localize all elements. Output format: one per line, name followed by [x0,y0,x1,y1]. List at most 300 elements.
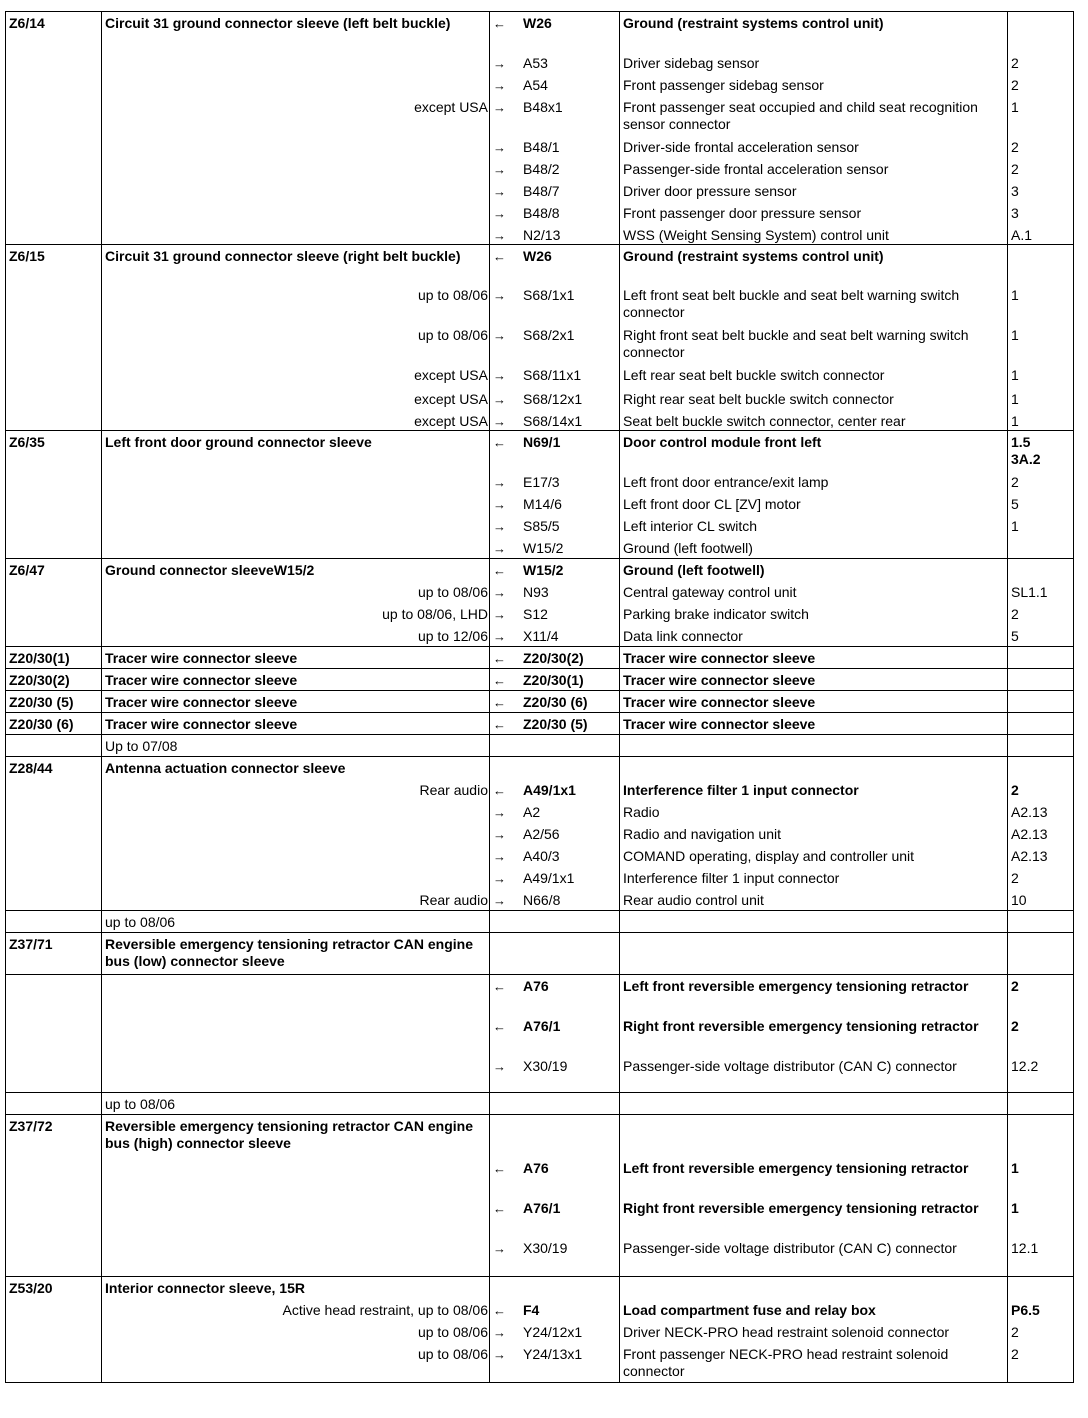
diagram-reference: 3 [1008,202,1074,224]
connector-code: E17/3 [523,473,560,490]
diagram-reference: P6.5 [1008,1299,1074,1321]
connection-cell [490,12,620,52]
diagram-reference [1008,933,1074,975]
arrow-right-icon: → [493,474,506,490]
connection-cell [490,1157,620,1197]
component-id [6,1055,102,1093]
component-id: Z20/30 (5) [6,691,102,713]
table-row [6,364,1074,388]
component-id [6,625,102,647]
target-description: Left front reversible emergency tensioning retractor [620,975,1008,1015]
connector-code: W15/2 [523,539,564,556]
component-cell [102,364,490,388]
connection-cell [490,180,620,202]
table-row [6,845,1074,867]
diagram-reference: 2 [1008,1321,1074,1343]
target-description: Left front seat belt buckle and seat belt warning switch connector [620,284,1008,324]
component-cell [102,180,490,202]
table-row [6,202,1074,224]
connector-code: B48x1 [523,98,563,115]
target-description: Tracer wire connector sleeve [620,669,1008,691]
component-cell [102,713,490,735]
diagram-reference: SL1.1 [1008,581,1074,603]
target-description: Interference filter 1 input connector [620,779,1008,801]
component-cell [102,537,490,559]
connection-cell [490,136,620,158]
component-id [6,364,102,388]
connection-cell [490,158,620,180]
arrow-right-icon: → [493,584,506,600]
connection-cell [490,1277,620,1299]
table-row [6,1197,1074,1237]
component-id [6,801,102,823]
arrow-right-icon: → [493,392,506,407]
connection-cell [490,96,620,136]
target-description: Door control module front left [620,431,1008,471]
diagram-reference: 1 [1008,388,1074,410]
connection-cell [490,1055,620,1093]
target-description: Seat belt buckle switch connector, center rear [620,410,1008,431]
connection-cell [490,713,620,735]
arrow-left-icon: ← [493,717,506,732]
connection-cell [490,581,620,603]
component-cell [102,96,490,136]
arrow-left-icon: ← [493,248,506,264]
table-row [6,284,1074,324]
connector-code: A49/1x1 [523,869,575,886]
table-row [6,933,1074,975]
component-cell [102,933,490,975]
connection-cell [490,823,620,845]
condition: up to 08/06 [417,1323,488,1340]
connector-code: A76 [523,978,549,994]
target-description [620,911,1008,933]
connection-cell [490,691,620,713]
arrow-left-icon: ← [493,673,506,688]
target-description: Front passenger NECK-PRO head restraint solenoid connector [620,1343,1008,1383]
arrow-left-icon: ← [493,435,506,450]
connection-cell [490,364,620,388]
arrow-right-icon: → [493,328,506,343]
target-description: WSS (Weight Sensing System) control unit [620,224,1008,245]
connection-cell [490,388,620,410]
arrow-right-icon: → [493,99,506,115]
component-cell [102,735,490,757]
target-description [620,933,1008,975]
table-row [6,1157,1074,1197]
component-id: Z20/30(2) [6,669,102,691]
component-id: Z6/35 [6,431,102,471]
component-cell [102,1277,490,1299]
condition: Rear audio [419,891,488,908]
connection-cell [490,669,620,691]
diagram-reference: 2 [1008,867,1074,889]
component-id: Z53/20 [6,1277,102,1299]
connection-cell [490,625,620,647]
diagram-reference [1008,1277,1074,1299]
target-description: Ground (restraint systems control unit) [620,12,1008,52]
diagram-reference: 2 [1008,603,1074,625]
condition: Rear audio [419,781,488,798]
component-cell [102,867,490,889]
table-row [6,224,1074,245]
component-cell [102,1055,490,1093]
condition: up to 08/06 [417,583,488,600]
table-row [6,581,1074,603]
diagram-reference: 2 [1008,1343,1074,1383]
component-cell [102,669,490,691]
component-cell [102,202,490,224]
connector-code: Z20/30 (5) [523,716,588,732]
table-row [6,779,1074,801]
connector-code: X30/19 [523,1239,568,1256]
component-id [6,779,102,801]
diagram-reference: 2 [1008,975,1074,1015]
connection-cell [490,933,620,975]
arrow-right-icon: → [493,628,506,644]
target-description: Passenger-side voltage distributor (CAN C) connector [620,1237,1008,1277]
connection-cell [490,1093,620,1115]
component-id [6,867,102,889]
table-row [6,975,1074,1015]
arrow-left-icon: ← [493,1018,506,1034]
connector-code: S85/5 [523,517,560,534]
table-row [6,410,1074,431]
table-row [6,493,1074,515]
component-cell [102,911,490,933]
table-row [6,12,1074,52]
target-description: Left front door CL [ZV] motor [620,493,1008,515]
connection-cell [490,431,620,471]
target-description: Driver door pressure sensor [620,180,1008,202]
target-description: Driver-side frontal acceleration sensor [620,136,1008,158]
connector-code: B48/7 [523,182,560,199]
target-description: Interference filter 1 input connector [620,867,1008,889]
table-row [6,537,1074,559]
component-id [6,158,102,180]
condition: except USA [414,367,488,383]
connector-code: N69/1 [523,434,561,450]
arrow-right-icon: → [493,540,506,556]
component-id [6,911,102,933]
arrow-right-icon: → [493,139,506,155]
component-cell [102,1015,490,1055]
connector-code: Y24/13x1 [523,1345,583,1362]
target-description: Tracer wire connector sleeve [620,647,1008,669]
component-id [6,581,102,603]
connection-cell [490,515,620,537]
component-cell [102,779,490,801]
component-id [6,889,102,911]
connector-code: N66/8 [523,891,561,908]
component-id: Z28/44 [6,757,102,779]
component-description: Tracer wire connector sleeve [105,694,298,710]
component-cell [102,431,490,471]
condition: Active head restraint, up to 08/06 [282,1301,488,1318]
arrow-right-icon: → [493,848,506,864]
table-row [6,1299,1074,1321]
arrow-right-icon: → [493,606,506,622]
component-cell [102,581,490,603]
component-cell [102,136,490,158]
connector-code: S68/2x1 [523,327,575,343]
diagram-reference [1008,12,1074,52]
component-id [6,96,102,136]
connector-code: X11/4 [523,627,559,644]
arrow-left-icon: ← [493,16,506,31]
table-row [6,1015,1074,1055]
table-row [6,158,1074,180]
diagram-reference: A2.13 [1008,801,1074,823]
connector-code: A76/1 [523,1199,561,1216]
target-description: Radio [620,801,1008,823]
component-id [6,1343,102,1383]
diagram-reference [1008,757,1074,779]
component-id: Z6/14 [6,12,102,52]
component-id [6,471,102,493]
component-id: Z37/72 [6,1115,102,1157]
target-description: Load compartment fuse and relay box [620,1299,1008,1321]
component-id [6,74,102,96]
component-id [6,52,102,74]
connection-cell [490,1343,620,1383]
diagram-reference [1008,1093,1074,1115]
component-cell [102,52,490,74]
table-row [6,823,1074,845]
component-id [6,180,102,202]
component-id: Z6/47 [6,559,102,581]
connection-cell [490,757,620,779]
component-id [6,975,102,1015]
diagram-reference: 1 [1008,1157,1074,1197]
component-cell [102,493,490,515]
target-description: Left front reversible emergency tensioning retractor [620,1157,1008,1197]
component-id: Z20/30(1) [6,647,102,669]
diagram-reference [1008,647,1074,669]
table-row [6,515,1074,537]
table-row [6,713,1074,735]
connection-cell [490,1299,620,1321]
diagram-reference: 2 [1008,779,1074,801]
connection-cell [490,911,620,933]
arrow-left-icon: ← [493,695,506,710]
component-description: Antenna actuation connector sleeve [105,760,346,776]
connection-cell [490,1197,620,1237]
diagram-reference: 5 [1008,493,1074,515]
diagram-reference: 1 [1008,515,1074,537]
target-description: Rear audio control unit [620,889,1008,911]
connection-cell [490,324,620,364]
component-cell [102,1115,490,1157]
validity-note: up to 08/06 [105,1096,176,1112]
component-description: Reversible emergency tensioning retractor CAN engine bus (low) connector sleeve [105,936,473,969]
condition: except USA [414,391,488,407]
connector-code: B48/1 [523,138,560,155]
component-id [6,735,102,757]
table-row [6,625,1074,647]
connector-code: X30/19 [523,1057,568,1074]
target-description: Radio and navigation unit [620,823,1008,845]
component-id [6,1093,102,1115]
component-id [6,136,102,158]
component-cell [102,515,490,537]
condition: up to 08/06, LHD [382,605,488,622]
table-row [6,1055,1074,1093]
connection-cell [490,1115,620,1157]
connection-cell [490,284,620,324]
connector-code: S68/12x1 [523,391,583,407]
table-row [6,52,1074,74]
component-description: Ground connector sleeveW15/2 [105,562,315,578]
connector-code: Z20/30(2) [523,650,584,666]
component-id [6,324,102,364]
diagram-reference [1008,691,1074,713]
table-row [6,1277,1074,1299]
component-cell [102,74,490,96]
arrow-right-icon: → [493,161,506,177]
connector-code: A49/1x1 [523,781,576,798]
connection-cell [490,202,620,224]
table-row [6,1237,1074,1277]
connector-code: Z20/30 (6) [523,694,588,710]
component-cell [102,244,490,284]
connector-code: S12 [523,605,548,622]
component-id [6,388,102,410]
component-cell [102,1197,490,1237]
component-cell [102,889,490,911]
component-cell [102,1157,490,1197]
diagram-reference: 10 [1008,889,1074,911]
target-description [620,757,1008,779]
table-row [6,431,1074,471]
component-id: Z6/15 [6,244,102,284]
diagram-reference: 2 [1008,136,1074,158]
condition: except USA [414,413,488,429]
diagram-reference: A.1 [1008,224,1074,245]
component-cell [102,324,490,364]
arrow-right-icon: → [493,1240,506,1256]
arrow-right-icon: → [493,1324,506,1340]
arrow-right-icon: → [493,804,506,820]
arrow-left-icon: ← [493,1200,506,1216]
component-id [6,845,102,867]
table-row [6,324,1074,364]
connection-cell [490,1015,620,1055]
component-id [6,202,102,224]
connection-cell [490,647,620,669]
target-description: Front passenger seat occupied and child seat recognition sensor connector [620,96,1008,136]
table-row [6,1093,1074,1115]
component-cell [102,845,490,867]
target-description: Ground (left footwell) [620,559,1008,581]
connection-cell [490,559,620,581]
arrow-right-icon: → [493,870,506,886]
diagram-reference [1008,713,1074,735]
arrow-left-icon: ← [493,979,506,994]
table-row [6,1115,1074,1157]
arrow-right-icon: → [493,183,506,199]
component-cell [102,823,490,845]
connection-cell [490,1321,620,1343]
connector-code: N93 [523,583,549,600]
arrow-right-icon: → [493,892,506,908]
table-row [6,669,1074,691]
diagram-reference: 1 [1008,1197,1074,1237]
diagram-reference: 12.1 [1008,1237,1074,1277]
connection-cell [490,975,620,1015]
arrow-right-icon: → [493,496,506,512]
target-description: Driver NECK-PRO head restraint solenoid connector [620,1321,1008,1343]
connector-code: F4 [523,1301,540,1318]
component-id [6,1237,102,1277]
target-description: Tracer wire connector sleeve [620,713,1008,735]
condition: except USA [414,98,488,115]
connector-code: A54 [523,76,548,93]
arrow-right-icon: → [493,1346,506,1362]
arrow-right-icon: → [493,368,506,383]
target-description: Right front reversible emergency tensioning retractor [620,1015,1008,1055]
component-description: Left front door ground connector sleeve [105,434,372,450]
connection-cell [490,779,620,801]
diagram-reference: A2.13 [1008,823,1074,845]
component-cell [102,1321,490,1343]
component-cell [102,647,490,669]
connection-cell [490,867,620,889]
diagram-reference: 1.5 3A.2 [1008,431,1074,471]
table-row [6,735,1074,757]
arrow-right-icon: → [493,518,506,534]
component-id [6,224,102,245]
target-description: Parking brake indicator switch [620,603,1008,625]
target-description: Right rear seat belt buckle switch connector [620,388,1008,410]
connector-code: W26 [523,247,552,264]
component-cell [102,559,490,581]
component-cell [102,158,490,180]
target-description: COMAND operating, display and controller unit [620,845,1008,867]
connector-code: Y24/12x1 [523,1323,583,1340]
diagram-reference [1008,244,1074,284]
component-id [6,1299,102,1321]
connection-cell [490,845,620,867]
diagram-reference: A2.13 [1008,845,1074,867]
target-description: Passenger-side frontal acceleration sensor [620,158,1008,180]
connector-code: A53 [523,54,548,71]
diagram-reference [1008,559,1074,581]
diagram-reference: 2 [1008,52,1074,74]
target-description: Tracer wire connector sleeve [620,691,1008,713]
component-cell [102,410,490,431]
component-cell [102,757,490,779]
target-description: Ground (restraint systems control unit) [620,244,1008,284]
component-cell [102,625,490,647]
component-id [6,1321,102,1343]
arrow-left-icon: ← [493,651,506,666]
connector-code: M14/6 [523,495,562,512]
component-id [6,537,102,559]
component-cell [102,1299,490,1321]
component-id [6,823,102,845]
connector-sleeve-table [5,11,1074,1383]
arrow-right-icon: → [493,826,506,842]
validity-note: up to 08/06 [105,914,176,930]
arrow-right-icon: → [493,227,506,243]
connection-cell [490,52,620,74]
connection-cell [490,410,620,431]
target-description: Left front door entrance/exit lamp [620,471,1008,493]
connector-code: B48/8 [523,204,560,221]
target-description: Ground (left footwell) [620,537,1008,559]
arrow-left-icon: ← [493,1302,506,1318]
